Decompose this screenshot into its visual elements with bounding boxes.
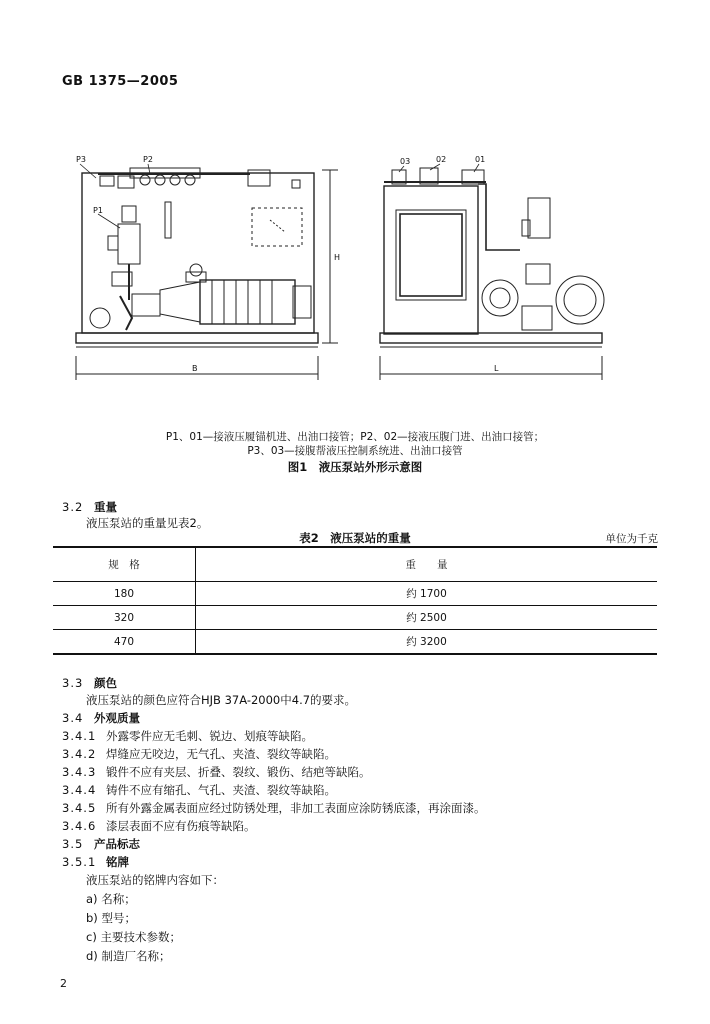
- clause-3-4-2: [62, 746, 336, 762]
- clause-text: 锻件不应有夹层、折叠、裂纹、锻伤、结疤等缺陷。: [106, 765, 371, 779]
- section-title: 颜色: [94, 676, 117, 690]
- label-p2: P2: [143, 155, 153, 164]
- label-o2: 02: [436, 155, 447, 164]
- section-3-2-text: 液压泵站的重量见表2。: [86, 516, 209, 530]
- section-title: 铭牌: [106, 855, 129, 869]
- table-row: [53, 582, 657, 606]
- clause-3-4-5: [62, 800, 486, 816]
- list-item: c) 主要技术参数；: [86, 930, 181, 944]
- header-spec: 规 格: [53, 547, 196, 582]
- clause-number: 3.4.4: [62, 783, 97, 797]
- dim-width: B: [192, 364, 198, 373]
- figure-caption-line2: P3、03—接腹帮液压控制系统进、出油口接管: [247, 445, 463, 457]
- weight-table: [53, 546, 657, 655]
- clause-3-4-4: [62, 782, 336, 798]
- figure-caption-line1: P1、01—接液压履锚机进、出油口接管；P2、02—接液压腹门进、出油口接管；: [165, 431, 545, 443]
- section-number: 3.5: [62, 837, 84, 851]
- pump-station-drawing: [0, 140, 710, 385]
- label-o1: 01: [475, 155, 486, 164]
- label-p1: P1: [93, 206, 103, 215]
- dim-length: L: [494, 364, 499, 373]
- section-number: 3.5.1: [62, 855, 97, 869]
- section-3-5-heading: [62, 836, 140, 852]
- clause-text: 外露零件应无毛刺、锐边、划痕等缺陷。: [106, 729, 313, 743]
- section-3-3-text: 液压泵站的颜色应符合HJB 37A-2000中4.7的要求。: [86, 693, 357, 707]
- table-unit: 单位为千克: [605, 533, 658, 545]
- clause-text: 所有外露金属表面应经过防锈处理，非加工表面应涂防锈底漆，再涂面漆。: [106, 801, 486, 815]
- section-title: 外观质量: [94, 711, 140, 725]
- nameplate-intro: 液压泵站的铭牌内容如下：: [86, 873, 224, 887]
- cell-weight: 约 3200: [196, 630, 658, 655]
- clause-3-4-3: [62, 764, 371, 780]
- clause-text: 漆层表面不应有伤痕等缺陷。: [106, 819, 256, 833]
- clause-3-4-6: [62, 818, 256, 834]
- cell-weight: 约 2500: [196, 606, 658, 630]
- cell-spec: 320: [53, 606, 196, 630]
- clause-number: 3.4.3: [62, 765, 97, 779]
- section-3-4-heading: [62, 710, 140, 726]
- page-number: 2: [60, 977, 67, 990]
- label-o3: 03: [400, 157, 411, 166]
- table-title: 表2 液压泵站的重量: [299, 531, 411, 545]
- label-p3: P3: [76, 155, 86, 164]
- clause-number: 3.4.1: [62, 729, 97, 743]
- list-item: a) 名称；: [86, 892, 136, 906]
- front-view: [76, 168, 341, 380]
- section-3-3-heading: [62, 675, 117, 691]
- list-item: b) 型号；: [86, 911, 136, 925]
- clause-number: 3.4.2: [62, 747, 97, 761]
- header-weight: 重 量: [196, 547, 658, 582]
- section-title: 重量: [94, 500, 117, 514]
- standard-number: GB 1375—2005: [62, 74, 179, 89]
- table-row: [53, 606, 657, 630]
- dim-height: H: [334, 253, 341, 262]
- cell-weight: 约 1700: [196, 582, 658, 606]
- clause-text: 铸件不应有缩孔、气孔、夹渣、裂纹等缺陷。: [106, 783, 336, 797]
- section-number: 3.2: [62, 500, 84, 514]
- section-number: 3.4: [62, 711, 84, 725]
- section-title: 产品标志: [94, 837, 140, 851]
- clause-text: 焊缝应无咬边，无气孔、夹渣、裂纹等缺陷。: [106, 747, 336, 761]
- section-number: 3.3: [62, 676, 84, 690]
- figure-title: 图1 液压泵站外形示意图: [287, 460, 423, 474]
- list-item: d) 制造厂名称；: [86, 949, 171, 963]
- cell-spec: 470: [53, 630, 196, 655]
- section-3-5-1-heading: [62, 854, 129, 870]
- table-row: [53, 630, 657, 655]
- clause-number: 3.4.5: [62, 801, 97, 815]
- clause-3-4-1: [62, 728, 313, 744]
- table-header-row: [53, 547, 657, 582]
- side-view: [380, 168, 604, 380]
- cell-spec: 180: [53, 582, 196, 606]
- section-3-2-heading: [62, 499, 117, 515]
- clause-number: 3.4.6: [62, 819, 97, 833]
